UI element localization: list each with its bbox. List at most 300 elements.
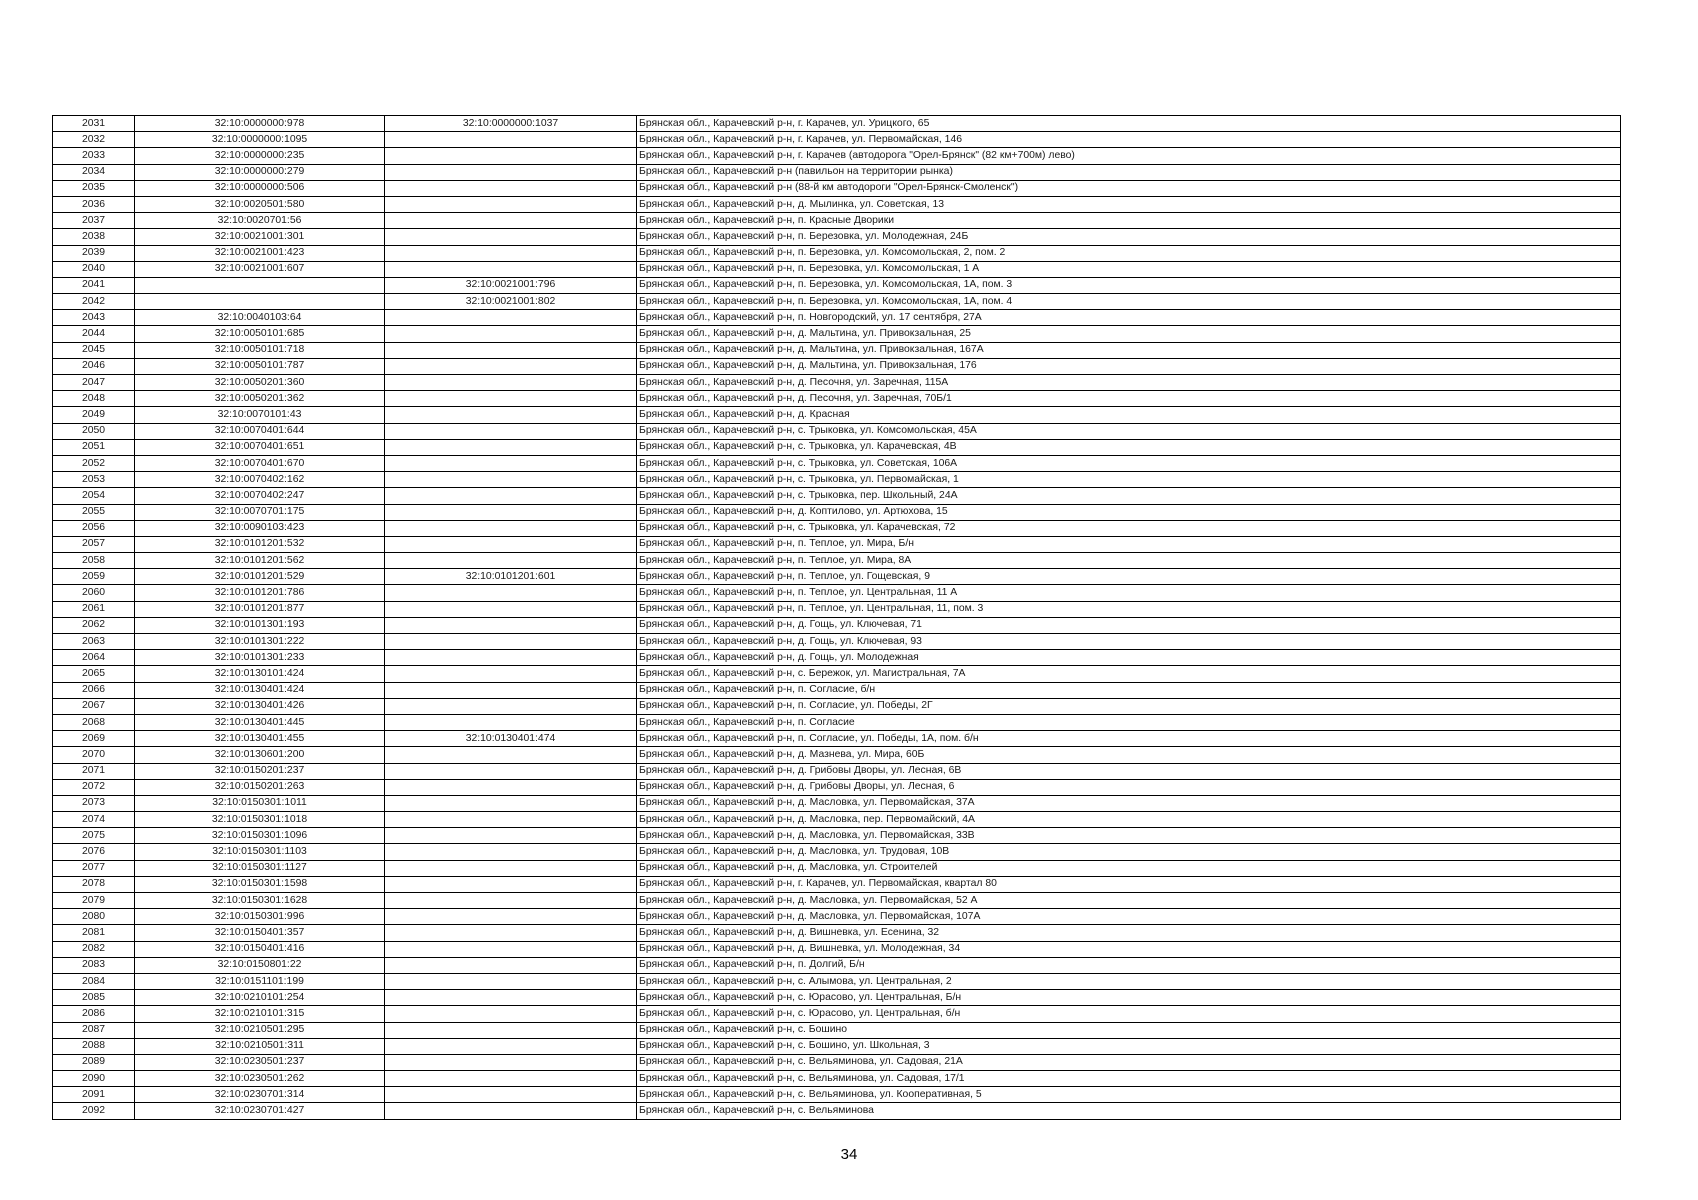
table-row — [53, 569, 1621, 585]
cadastral-number-cell: 32:10:0130401:426 — [135, 698, 385, 714]
address-cell: Брянская обл., Карачевский р-н, д. Гощь, ул. Ключевая, 71 — [637, 617, 1621, 633]
address-cell: Брянская обл., Карачевский р-н, п. Согласие, б/н — [637, 682, 1621, 698]
address-cell: Брянская обл., Карачевский р-н, п. Новгородский, ул. 17 сентября, 27А — [637, 310, 1621, 326]
row-number-cell: 2045 — [53, 342, 135, 358]
related-cadastral-number-cell — [385, 439, 637, 455]
cadastral-number-cell: 32:10:0230701:427 — [135, 1103, 385, 1119]
cadastral-number-cell: 32:10:0150301:1103 — [135, 844, 385, 860]
cadastral-number-cell — [135, 294, 385, 310]
related-cadastral-number-cell — [385, 504, 637, 520]
table-row — [53, 439, 1621, 455]
cadastral-number-cell: 32:10:0150201:237 — [135, 763, 385, 779]
related-cadastral-number-cell — [385, 536, 637, 552]
cadastral-number-cell: 32:10:0070401:651 — [135, 439, 385, 455]
table-row — [53, 1071, 1621, 1087]
cadastral-number-cell: 32:10:0050101:685 — [135, 326, 385, 342]
related-cadastral-number-cell — [385, 747, 637, 763]
row-number-cell: 2062 — [53, 617, 135, 633]
cadastral-number-cell: 32:10:0070701:175 — [135, 504, 385, 520]
table-row — [53, 666, 1621, 682]
address-cell: Брянская обл., Карачевский р-н, с. Трыковка, ул. Комсомольская, 45А — [637, 423, 1621, 439]
address-cell: Брянская обл., Карачевский р-н, с. Бережок, ул. Магистральная, 7А — [637, 666, 1621, 682]
cadastral-number-cell: 32:10:0020501:580 — [135, 196, 385, 212]
row-number-cell: 2088 — [53, 1038, 135, 1054]
row-number-cell: 2070 — [53, 747, 135, 763]
row-number-cell: 2089 — [53, 1054, 135, 1070]
address-cell: Брянская обл., Карачевский р-н, п. Березовка, ул. Комсомольская, 1 А — [637, 261, 1621, 277]
related-cadastral-number-cell — [385, 682, 637, 698]
related-cadastral-number-cell — [385, 779, 637, 795]
address-cell: Брянская обл., Карачевский р-н, с. Трыковка, ул. Карачевская, 72 — [637, 520, 1621, 536]
cadastral-number-cell: 32:10:0151101:199 — [135, 973, 385, 989]
address-cell: Брянская обл., Карачевский р-н, д. Мылинка, ул. Советская, 13 — [637, 196, 1621, 212]
address-cell: Брянская обл., Карачевский р-н, с. Юрасово, ул. Центральная, Б/н — [637, 990, 1621, 1006]
table-row — [53, 407, 1621, 423]
cadastral-number-cell: 32:10:0000000:235 — [135, 148, 385, 164]
row-number-cell: 2075 — [53, 828, 135, 844]
related-cadastral-number-cell — [385, 261, 637, 277]
table-row — [53, 650, 1621, 666]
table-row — [53, 132, 1621, 148]
cadastral-number-cell: 32:10:0020701:56 — [135, 213, 385, 229]
cadastral-number-cell: 32:10:0150201:263 — [135, 779, 385, 795]
row-number-cell: 2050 — [53, 423, 135, 439]
row-number-cell: 2061 — [53, 601, 135, 617]
cadastral-number-cell: 32:10:0070402:162 — [135, 472, 385, 488]
address-cell: Брянская обл., Карачевский р-н, с. Трыковка, ул. Советская, 106А — [637, 455, 1621, 471]
row-number-cell: 2087 — [53, 1022, 135, 1038]
related-cadastral-number-cell — [385, 957, 637, 973]
table-row — [53, 1103, 1621, 1119]
address-cell: Брянская обл., Карачевский р-н, д. Красная — [637, 407, 1621, 423]
address-cell: Брянская обл., Карачевский р-н, п. Теплое, ул. Мира, 8А — [637, 553, 1621, 569]
table-row — [53, 747, 1621, 763]
table-row — [53, 520, 1621, 536]
row-number-cell: 2063 — [53, 634, 135, 650]
table-row — [53, 876, 1621, 892]
related-cadastral-number-cell — [385, 472, 637, 488]
row-number-cell: 2047 — [53, 375, 135, 391]
address-cell: Брянская обл., Карачевский р-н, д. Масловка, ул. Первомайская, 37А — [637, 795, 1621, 811]
address-cell: Брянская обл., Карачевский р-н, д. Вишневка, ул. Молодежная, 34 — [637, 941, 1621, 957]
table-row — [53, 1054, 1621, 1070]
related-cadastral-number-cell: 32:10:0000000:1037 — [385, 116, 637, 132]
address-cell: Брянская обл., Карачевский р-н, п. Согласие, ул. Победы, 2Г — [637, 698, 1621, 714]
table-row — [53, 423, 1621, 439]
row-number-cell: 2065 — [53, 666, 135, 682]
row-number-cell: 2064 — [53, 650, 135, 666]
cadastral-number-cell: 32:10:0130401:445 — [135, 714, 385, 730]
row-number-cell: 2058 — [53, 553, 135, 569]
table-row — [53, 116, 1621, 132]
related-cadastral-number-cell — [385, 795, 637, 811]
table-row — [53, 180, 1621, 196]
row-number-cell: 2091 — [53, 1087, 135, 1103]
cadastral-number-cell: 32:10:0210501:311 — [135, 1038, 385, 1054]
related-cadastral-number-cell — [385, 164, 637, 180]
address-cell: Брянская обл., Карачевский р-н, д. Масловка, пер. Первомайский, 4А — [637, 812, 1621, 828]
address-cell: Брянская обл., Карачевский р-н, п. Красные Дворики — [637, 213, 1621, 229]
row-number-cell: 2085 — [53, 990, 135, 1006]
table-row — [53, 957, 1621, 973]
address-cell: Брянская обл., Карачевский р-н, п. Согласие, ул. Победы, 1А, пом. б/н — [637, 731, 1621, 747]
related-cadastral-number-cell — [385, 520, 637, 536]
row-number-cell: 2052 — [53, 455, 135, 471]
related-cadastral-number-cell — [385, 941, 637, 957]
table-row — [53, 326, 1621, 342]
related-cadastral-number-cell — [385, 342, 637, 358]
table-row — [53, 455, 1621, 471]
row-number-cell: 2040 — [53, 261, 135, 277]
cadastral-number-cell: 32:10:0130601:200 — [135, 747, 385, 763]
row-number-cell: 2031 — [53, 116, 135, 132]
address-cell: Брянская обл., Карачевский р-н, с. Бошино, ул. Школьная, 3 — [637, 1038, 1621, 1054]
row-number-cell: 2084 — [53, 973, 135, 989]
address-cell: Брянская обл., Карачевский р-н (павильон на территории рынка) — [637, 164, 1621, 180]
row-number-cell: 2059 — [53, 569, 135, 585]
cadastral-number-cell: 32:10:0021001:423 — [135, 245, 385, 261]
address-cell: Брянская обл., Карачевский р-н, п. Согласие — [637, 714, 1621, 730]
address-cell: Брянская обл., Карачевский р-н, д. Мазнева, ул. Мира, 60Б — [637, 747, 1621, 763]
related-cadastral-number-cell: 32:10:0021001:796 — [385, 277, 637, 293]
table-row — [53, 731, 1621, 747]
related-cadastral-number-cell — [385, 893, 637, 909]
related-cadastral-number-cell — [385, 1054, 637, 1070]
related-cadastral-number-cell — [385, 553, 637, 569]
table-row — [53, 164, 1621, 180]
table-row — [53, 504, 1621, 520]
related-cadastral-number-cell — [385, 844, 637, 860]
address-cell: Брянская обл., Карачевский р-н, д. Вишневка, ул. Есенина, 32 — [637, 925, 1621, 941]
cadastral-number-cell: 32:10:0021001:607 — [135, 261, 385, 277]
row-number-cell: 2092 — [53, 1103, 135, 1119]
related-cadastral-number-cell — [385, 828, 637, 844]
related-cadastral-number-cell — [385, 1022, 637, 1038]
address-cell: Брянская обл., Карачевский р-н (88-й км автодороги "Орел-Брянск-Смоленск") — [637, 180, 1621, 196]
table-row — [53, 553, 1621, 569]
table-row — [53, 909, 1621, 925]
address-cell: Брянская обл., Карачевский р-н, с. Трыковка, ул. Первомайская, 1 — [637, 472, 1621, 488]
row-number-cell: 2037 — [53, 213, 135, 229]
cadastral-number-cell: 32:10:0101301:222 — [135, 634, 385, 650]
address-cell: Брянская обл., Карачевский р-н, д. Масловка, ул. Трудовая, 10В — [637, 844, 1621, 860]
table-row — [53, 1022, 1621, 1038]
table-row — [53, 213, 1621, 229]
row-number-cell: 2054 — [53, 488, 135, 504]
address-cell: Брянская обл., Карачевский р-н, д. Мальтина, ул. Привокзальная, 176 — [637, 358, 1621, 374]
related-cadastral-number-cell — [385, 455, 637, 471]
row-number-cell: 2033 — [53, 148, 135, 164]
row-number-cell: 2081 — [53, 925, 135, 941]
row-number-cell: 2090 — [53, 1071, 135, 1087]
related-cadastral-number-cell — [385, 326, 637, 342]
address-cell: Брянская обл., Карачевский р-н, с. Трыковка, пер. Школьный, 24А — [637, 488, 1621, 504]
row-number-cell: 2042 — [53, 294, 135, 310]
row-number-cell: 2072 — [53, 779, 135, 795]
address-cell: Брянская обл., Карачевский р-н, с. Алымова, ул. Центральная, 2 — [637, 973, 1621, 989]
row-number-cell: 2048 — [53, 391, 135, 407]
cadastral-number-cell: 32:10:0101201:529 — [135, 569, 385, 585]
related-cadastral-number-cell — [385, 358, 637, 374]
cadastral-number-cell: 32:10:0210501:295 — [135, 1022, 385, 1038]
cadastral-number-cell: 32:10:0230501:262 — [135, 1071, 385, 1087]
cadastral-number-cell: 32:10:0150301:996 — [135, 909, 385, 925]
cadastral-number-cell: 32:10:0101201:562 — [135, 553, 385, 569]
cadastral-number-cell: 32:10:0101301:233 — [135, 650, 385, 666]
row-number-cell: 2078 — [53, 876, 135, 892]
related-cadastral-number-cell — [385, 973, 637, 989]
cadastral-number-cell: 32:10:0050101:718 — [135, 342, 385, 358]
table-row — [53, 941, 1621, 957]
related-cadastral-number-cell — [385, 132, 637, 148]
row-number-cell: 2074 — [53, 812, 135, 828]
address-cell: Брянская обл., Карачевский р-н, п. Березовка, ул. Комсомольская, 1А, пом. 3 — [637, 277, 1621, 293]
row-number-cell: 2067 — [53, 698, 135, 714]
cadastral-number-cell: 32:10:0150401:416 — [135, 941, 385, 957]
address-cell: Брянская обл., Карачевский р-н, с. Вельяминова — [637, 1103, 1621, 1119]
address-cell: Брянская обл., Карачевский р-н, д. Песочня, ул. Заречная, 70Б/1 — [637, 391, 1621, 407]
cadastral-number-cell: 32:10:0050201:362 — [135, 391, 385, 407]
related-cadastral-number-cell — [385, 763, 637, 779]
table-row — [53, 245, 1621, 261]
related-cadastral-number-cell: 32:10:0130401:474 — [385, 731, 637, 747]
cadastral-number-cell: 32:10:0150301:1598 — [135, 876, 385, 892]
address-cell: Брянская обл., Карачевский р-н, д. Песочня, ул. Заречная, 115А — [637, 375, 1621, 391]
cadastral-number-cell: 32:10:0150301:1096 — [135, 828, 385, 844]
related-cadastral-number-cell — [385, 698, 637, 714]
cadastral-number-cell: 32:10:0210101:254 — [135, 990, 385, 1006]
address-cell: Брянская обл., Карачевский р-н, с. Трыковка, ул. Карачевская, 4В — [637, 439, 1621, 455]
related-cadastral-number-cell — [385, 876, 637, 892]
cadastral-number-cell: 32:10:0150301:1018 — [135, 812, 385, 828]
address-cell: Брянская обл., Карачевский р-н, д. Масловка, ул. Строителей — [637, 860, 1621, 876]
row-number-cell: 2057 — [53, 536, 135, 552]
table-row — [53, 358, 1621, 374]
row-number-cell: 2043 — [53, 310, 135, 326]
cadastral-number-cell: 32:10:0101201:532 — [135, 536, 385, 552]
address-cell: Брянская обл., Карачевский р-н, г. Карачев, ул. Первомайская, 146 — [637, 132, 1621, 148]
related-cadastral-number-cell — [385, 196, 637, 212]
address-cell: Брянская обл., Карачевский р-н, д. Гощь, ул. Молодежная — [637, 650, 1621, 666]
table-row — [53, 472, 1621, 488]
address-cell: Брянская обл., Карачевский р-н, п. Березовка, ул. Комсомольская, 1А, пом. 4 — [637, 294, 1621, 310]
related-cadastral-number-cell — [385, 148, 637, 164]
table-row — [53, 229, 1621, 245]
related-cadastral-number-cell — [385, 634, 637, 650]
address-cell: Брянская обл., Карачевский р-н, п. Долгий, Б/н — [637, 957, 1621, 973]
table-row — [53, 860, 1621, 876]
table-row — [53, 925, 1621, 941]
cadastral-number-cell: 32:10:0150401:357 — [135, 925, 385, 941]
related-cadastral-number-cell — [385, 1103, 637, 1119]
table-row — [53, 617, 1621, 633]
cadastral-number-cell: 32:10:0130101:424 — [135, 666, 385, 682]
property-registry-table — [52, 115, 1621, 1120]
row-number-cell: 2055 — [53, 504, 135, 520]
table-row — [53, 990, 1621, 1006]
registry-table-body — [53, 116, 1621, 1120]
table-row — [53, 844, 1621, 860]
table-row — [53, 294, 1621, 310]
address-cell: Брянская обл., Карачевский р-н, п. Березовка, ул. Комсомольская, 2, пом. 2 — [637, 245, 1621, 261]
address-cell: Брянская обл., Карачевский р-н, д. Масловка, ул. Первомайская, 33В — [637, 828, 1621, 844]
table-row — [53, 698, 1621, 714]
table-row — [53, 973, 1621, 989]
related-cadastral-number-cell — [385, 990, 637, 1006]
cadastral-number-cell: 32:10:0101201:786 — [135, 585, 385, 601]
table-row — [53, 585, 1621, 601]
cadastral-number-cell: 32:10:0000000:1095 — [135, 132, 385, 148]
address-cell: Брянская обл., Карачевский р-н, с. Вельяминова, ул. Садовая, 17/1 — [637, 1071, 1621, 1087]
related-cadastral-number-cell — [385, 909, 637, 925]
related-cadastral-number-cell — [385, 601, 637, 617]
address-cell: Брянская обл., Карачевский р-н, д. Масловка, ул. Первомайская, 107А — [637, 909, 1621, 925]
cadastral-number-cell: 32:10:0150801:22 — [135, 957, 385, 973]
cadastral-number-cell — [135, 277, 385, 293]
cadastral-number-cell: 32:10:0150301:1127 — [135, 860, 385, 876]
related-cadastral-number-cell — [385, 375, 637, 391]
table-row — [53, 1087, 1621, 1103]
table-row — [53, 714, 1621, 730]
row-number-cell: 2066 — [53, 682, 135, 698]
related-cadastral-number-cell — [385, 407, 637, 423]
cadastral-number-cell: 32:10:0000000:978 — [135, 116, 385, 132]
cadastral-number-cell: 32:10:0090103:423 — [135, 520, 385, 536]
address-cell: Брянская обл., Карачевский р-н, д. Грибовы Дворы, ул. Лесная, 6В — [637, 763, 1621, 779]
row-number-cell: 2046 — [53, 358, 135, 374]
address-cell: Брянская обл., Карачевский р-н, г. Карачев (автодорога "Орел-Брянск" (82 км+700м) лево) — [637, 148, 1621, 164]
table-row — [53, 893, 1621, 909]
address-cell: Брянская обл., Карачевский р-н, д. Коптилово, ул. Артюхова, 15 — [637, 504, 1621, 520]
row-number-cell: 2080 — [53, 909, 135, 925]
address-cell: Брянская обл., Карачевский р-н, г. Карачев, ул. Урицкого, 65 — [637, 116, 1621, 132]
row-number-cell: 2039 — [53, 245, 135, 261]
address-cell: Брянская обл., Карачевский р-н, с. Вельяминова, ул. Садовая, 21А — [637, 1054, 1621, 1070]
cadastral-number-cell: 32:10:0070401:644 — [135, 423, 385, 439]
address-cell: Брянская обл., Карачевский р-н, д. Масловка, ул. Первомайская, 52 А — [637, 893, 1621, 909]
address-cell: Брянская обл., Карачевский р-н, п. Березовка, ул. Молодежная, 24Б — [637, 229, 1621, 245]
row-number-cell: 2082 — [53, 941, 135, 957]
cadastral-number-cell: 32:10:0050101:787 — [135, 358, 385, 374]
cadastral-number-cell: 32:10:0070401:670 — [135, 455, 385, 471]
table-row — [53, 342, 1621, 358]
table-row — [53, 375, 1621, 391]
cadastral-number-cell: 32:10:0230701:314 — [135, 1087, 385, 1103]
related-cadastral-number-cell — [385, 391, 637, 407]
row-number-cell: 2032 — [53, 132, 135, 148]
row-number-cell: 2034 — [53, 164, 135, 180]
related-cadastral-number-cell: 32:10:0101201:601 — [385, 569, 637, 585]
address-cell: Брянская обл., Карачевский р-н, д. Грибовы Дворы, ул. Лесная, 6 — [637, 779, 1621, 795]
row-number-cell: 2041 — [53, 277, 135, 293]
related-cadastral-number-cell — [385, 1038, 637, 1054]
related-cadastral-number-cell — [385, 585, 637, 601]
cadastral-number-cell: 32:10:0150301:1011 — [135, 795, 385, 811]
table-row — [53, 148, 1621, 164]
address-cell: Брянская обл., Карачевский р-н, д. Гощь, ул. Ключевая, 93 — [637, 634, 1621, 650]
address-cell: Брянская обл., Карачевский р-н, п. Теплое, ул. Центральная, 11 А — [637, 585, 1621, 601]
cadastral-number-cell: 32:10:0070402:247 — [135, 488, 385, 504]
related-cadastral-number-cell — [385, 1006, 637, 1022]
row-number-cell: 2086 — [53, 1006, 135, 1022]
address-cell: Брянская обл., Карачевский р-н, с. Юрасово, ул. Центральная, б/н — [637, 1006, 1621, 1022]
table-row — [53, 1006, 1621, 1022]
cadastral-number-cell: 32:10:0150301:1628 — [135, 893, 385, 909]
address-cell: Брянская обл., Карачевский р-н, п. Теплое, ул. Центральная, 11, пом. 3 — [637, 601, 1621, 617]
table-row — [53, 779, 1621, 795]
related-cadastral-number-cell — [385, 666, 637, 682]
row-number-cell: 2038 — [53, 229, 135, 245]
row-number-cell: 2069 — [53, 731, 135, 747]
table-row — [53, 812, 1621, 828]
row-number-cell: 2060 — [53, 585, 135, 601]
cadastral-number-cell: 32:10:0101301:193 — [135, 617, 385, 633]
cadastral-number-cell: 32:10:0130401:455 — [135, 731, 385, 747]
cadastral-number-cell: 32:10:0021001:301 — [135, 229, 385, 245]
cadastral-number-cell: 32:10:0130401:424 — [135, 682, 385, 698]
related-cadastral-number-cell — [385, 617, 637, 633]
related-cadastral-number-cell — [385, 180, 637, 196]
row-number-cell: 2035 — [53, 180, 135, 196]
related-cadastral-number-cell — [385, 650, 637, 666]
address-cell: Брянская обл., Карачевский р-н, с. Бошино — [637, 1022, 1621, 1038]
row-number-cell: 2076 — [53, 844, 135, 860]
table-row — [53, 277, 1621, 293]
row-number-cell: 2077 — [53, 860, 135, 876]
cadastral-number-cell: 32:10:0070101:43 — [135, 407, 385, 423]
cadastral-number-cell: 32:10:0000000:506 — [135, 180, 385, 196]
table-row — [53, 828, 1621, 844]
related-cadastral-number-cell — [385, 423, 637, 439]
address-cell: Брянская обл., Карачевский р-н, г. Карачев, ул. Первомайская, квартал 80 — [637, 876, 1621, 892]
related-cadastral-number-cell — [385, 229, 637, 245]
cadastral-number-cell: 32:10:0230501:237 — [135, 1054, 385, 1070]
row-number-cell: 2068 — [53, 714, 135, 730]
row-number-cell: 2083 — [53, 957, 135, 973]
related-cadastral-number-cell — [385, 488, 637, 504]
cadastral-number-cell: 32:10:0101201:877 — [135, 601, 385, 617]
related-cadastral-number-cell — [385, 1071, 637, 1087]
address-cell: Брянская обл., Карачевский р-н, п. Теплое, ул. Гощевская, 9 — [637, 569, 1621, 585]
row-number-cell: 2053 — [53, 472, 135, 488]
related-cadastral-number-cell — [385, 310, 637, 326]
table-row — [53, 536, 1621, 552]
related-cadastral-number-cell — [385, 245, 637, 261]
row-number-cell: 2044 — [53, 326, 135, 342]
table-row — [53, 682, 1621, 698]
table-row — [53, 196, 1621, 212]
related-cadastral-number-cell — [385, 213, 637, 229]
table-row — [53, 310, 1621, 326]
address-cell: Брянская обл., Карачевский р-н, д. Мальтина, ул. Привокзальная, 167А — [637, 342, 1621, 358]
related-cadastral-number-cell — [385, 1087, 637, 1103]
related-cadastral-number-cell — [385, 714, 637, 730]
table-row — [53, 795, 1621, 811]
related-cadastral-number-cell — [385, 925, 637, 941]
table-row — [53, 634, 1621, 650]
table-row — [53, 1038, 1621, 1054]
row-number-cell: 2056 — [53, 520, 135, 536]
table-row — [53, 261, 1621, 277]
cadastral-number-cell: 32:10:0210101:315 — [135, 1006, 385, 1022]
row-number-cell: 2051 — [53, 439, 135, 455]
row-number-cell: 2073 — [53, 795, 135, 811]
cadastral-number-cell: 32:10:0040103:64 — [135, 310, 385, 326]
row-number-cell: 2049 — [53, 407, 135, 423]
row-number-cell: 2079 — [53, 893, 135, 909]
address-cell: Брянская обл., Карачевский р-н, д. Мальтина, ул. Привокзальная, 25 — [637, 326, 1621, 342]
row-number-cell: 2036 — [53, 196, 135, 212]
